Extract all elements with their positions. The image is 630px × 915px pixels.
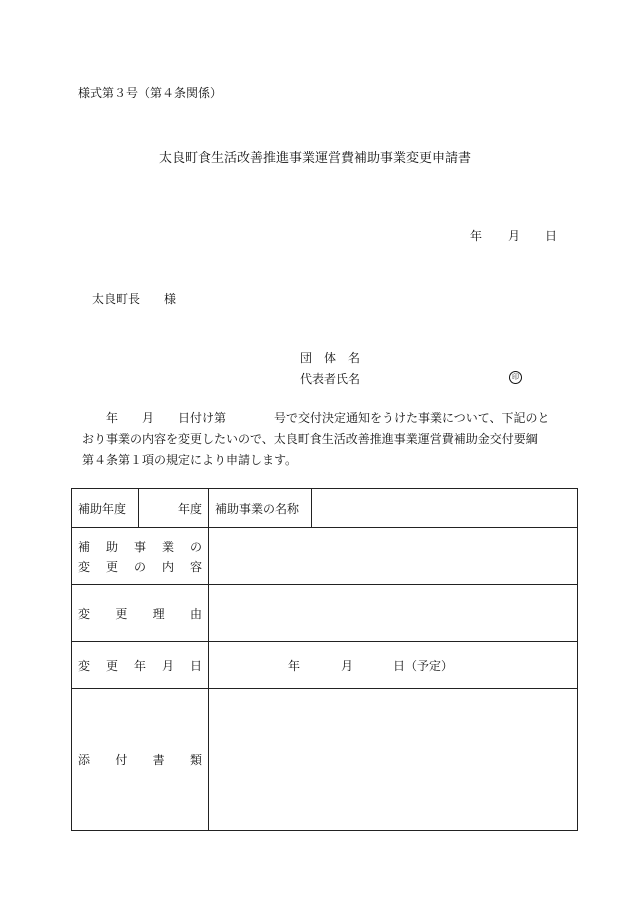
addressee-honorific: 様	[164, 292, 177, 306]
label-char: 更	[105, 658, 118, 673]
label-char: 変	[78, 606, 91, 621]
change-content-row	[72, 528, 578, 585]
change-date-month: 月	[341, 659, 354, 673]
label-char: 由	[189, 606, 202, 621]
label-char: 添	[78, 753, 91, 767]
change-date-field[interactable]	[209, 642, 578, 689]
label-char: 事	[133, 539, 146, 554]
label-char: 容	[189, 559, 202, 574]
label-char: 月	[161, 658, 174, 673]
document-title: 太良町食生活改善推進事業運営費補助事業変更申請書	[158, 151, 471, 166]
change-reason-field[interactable]	[209, 585, 578, 642]
seal-mark: 印	[509, 371, 522, 384]
change-content-field[interactable]	[209, 528, 578, 585]
change-reason-row	[72, 585, 578, 642]
application-form-table	[71, 488, 578, 831]
date-month: 月	[508, 229, 521, 243]
fiscal-year-row	[72, 489, 578, 528]
project-name-field[interactable]	[312, 489, 578, 528]
fiscal-year-field[interactable]	[139, 489, 209, 528]
form-number: 様式第３号（第４条関係）	[78, 86, 223, 100]
label-char: 業	[161, 539, 174, 554]
label-char: 助	[105, 539, 118, 554]
application-statement	[82, 408, 562, 471]
label-char: の	[133, 559, 146, 574]
organization-name-label: 団 体 名	[300, 351, 361, 365]
label-char: 付	[115, 753, 128, 767]
change-content-label-line-2	[78, 558, 202, 575]
addressee-name: 太良町長	[92, 292, 141, 306]
fiscal-year-suffix: 年度	[177, 501, 202, 516]
statement-line-1: 年 月 日付け第 号で交付決定通知をうけた事業について、下記のと	[82, 411, 550, 425]
representative-name-label: 代表者氏名	[300, 372, 361, 386]
change-date-row	[72, 642, 578, 689]
label-char: 日	[189, 658, 202, 673]
label-char: 更	[105, 559, 118, 574]
label-char: 理	[152, 606, 165, 621]
change-content-label	[72, 528, 209, 585]
project-name-label: 補助事業の名称	[209, 489, 312, 528]
label-char: 類	[189, 753, 202, 767]
attachments-field[interactable]	[209, 689, 578, 831]
fiscal-year-label: 補助年度	[72, 489, 139, 528]
statement-line-3: 第４条第１項の規定により申請します。	[82, 453, 298, 467]
change-reason-label	[72, 585, 209, 642]
label-char: 補	[78, 539, 91, 554]
label-char: 年	[133, 658, 146, 673]
attachments-label	[72, 689, 209, 831]
change-date-year: 年	[288, 659, 301, 673]
change-date-day-planned: 日（予定）	[393, 659, 454, 673]
label-char: 書	[152, 753, 165, 767]
label-char: の	[189, 539, 202, 554]
statement-line-2: おり事業の内容を変更したいので、太良町食生活改善推進事業運営費補助金交付要綱	[82, 432, 538, 446]
label-char: 内	[161, 559, 174, 574]
date-day: 日	[545, 229, 558, 243]
label-char: 更	[115, 606, 128, 621]
change-date-label	[72, 642, 209, 689]
change-content-label-line-1	[78, 538, 202, 555]
attachments-row	[72, 689, 578, 831]
date-year: 年	[470, 229, 483, 243]
label-char: 変	[78, 658, 91, 673]
label-char: 変	[78, 559, 91, 574]
